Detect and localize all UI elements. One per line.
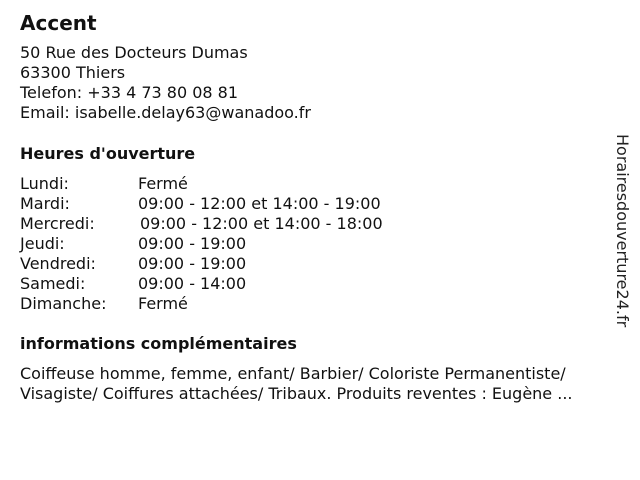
hours-row-thursday [20, 234, 383, 254]
time-value: Fermé [138, 294, 188, 313]
info-heading: informations complémentaires [20, 334, 297, 353]
day-label: Vendredi: [20, 254, 96, 273]
day-label: Jeudi: [20, 234, 65, 253]
info-line: Visagiste/ Coiffures attachées/ Tribaux. Produits reventes : Eugène ... [20, 384, 573, 403]
hours-row-sunday [20, 294, 383, 314]
address-street: 50 Rue des Docteurs Dumas [20, 43, 248, 62]
phone-number[interactable]: Telefon: +33 4 73 80 08 81 [20, 83, 239, 102]
hours-row-saturday [20, 274, 383, 294]
day-label: Mardi: [20, 194, 70, 213]
address-city: 63300 Thiers [20, 63, 126, 82]
hours-heading: Heures d'ouverture [20, 144, 196, 163]
time-value: 09:00 - 12:00 et 14:00 - 19:00 [138, 194, 381, 213]
day-label: Samedi: [20, 274, 86, 293]
info-description [20, 364, 635, 404]
day-label: Dimanche: [20, 294, 107, 313]
hours-row-wednesday [20, 214, 383, 234]
time-value: 09:00 - 14:00 [138, 274, 247, 293]
site-watermark: Horairesdouverture24.fr [613, 134, 632, 328]
time-value: 09:00 - 19:00 [138, 234, 247, 253]
day-label: Lundi: [20, 174, 69, 193]
time-value: 09:00 - 19:00 [138, 254, 247, 273]
email-address[interactable]: Email: isabelle.delay63@wanadoo.fr [20, 103, 311, 122]
hours-row-tuesday [20, 194, 383, 214]
business-name: Accent [20, 11, 97, 35]
time-value: 09:00 - 12:00 et 14:00 - 18:00 [140, 214, 383, 233]
time-value: Fermé [138, 174, 188, 193]
hours-row-monday [20, 174, 383, 194]
hours-row-friday [20, 254, 383, 274]
contact-block [20, 43, 311, 123]
day-label: Mercredi: [20, 214, 95, 233]
info-line: Coiffeuse homme, femme, enfant/ Barbier/ Coloriste Permanentiste/ [20, 364, 566, 383]
opening-hours-table [20, 174, 383, 314]
